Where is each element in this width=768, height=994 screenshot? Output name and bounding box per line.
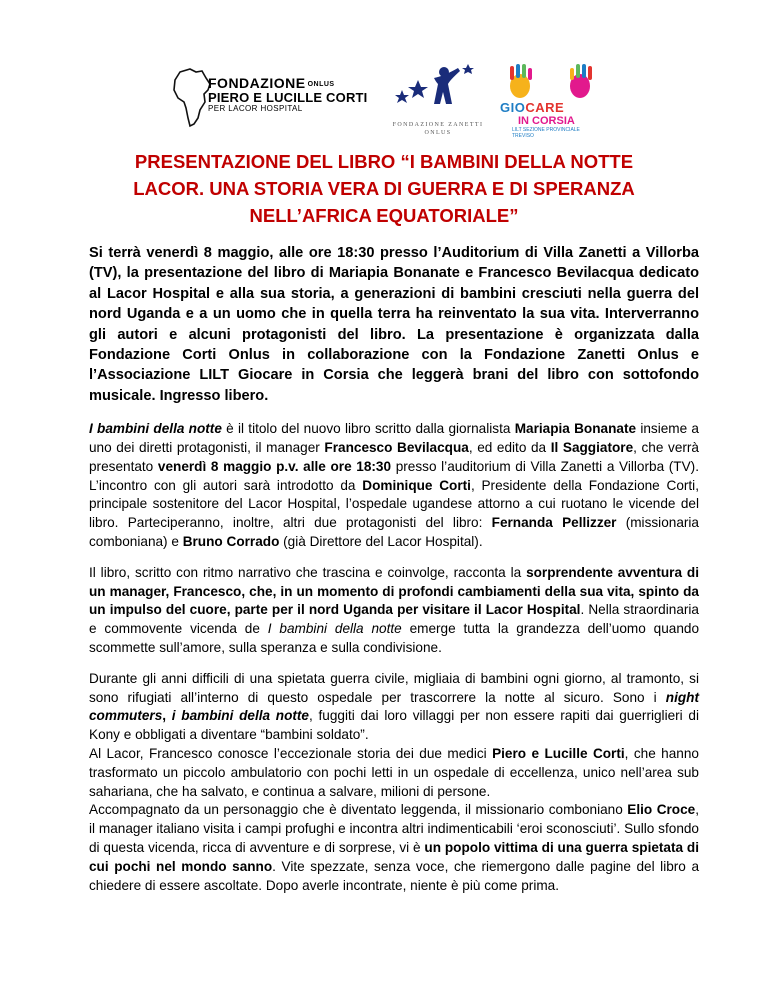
giocare-lilt: LILT SEZIONE PROVINCIALE TREVISO (512, 127, 580, 139)
text-span: . Nella straordinaria e commovente vicenda de (89, 602, 699, 637)
text-span: presso l’auditorium di Villa Zanetti a Villorba (TV). L’incontro con gli autori sarà introdotto da (89, 458, 699, 493)
person-name: Fernanda Pellizzer (491, 515, 617, 531)
text-span: , che hanno trasformato un piccolo ambulatorio con pochi letti in un ospedale di eccellenza, unico nell’area sub sahariana, che ha salvato, e continua a salvare, milioni di persone. (89, 746, 699, 799)
book-title: I bambini della notte (89, 421, 222, 437)
colored-hands-icon (500, 62, 612, 102)
lead-paragraph: Si terrà venerdì 8 maggio, alle ore 18:30 presso l’Auditorium di Villa Zanetti a Villorba (TV), la presentazione del libro di Mariapia Bonanate e Francesco Bevilacqua dedicato al Lacor Hospital e alla sua storia, a generazioni di bambini cresciuti nella guerra del nord Uganda e a un uomo che in quella terra ha reinventato la sua vita. Interverranno gli autori e alcuni protagonisti del libro. La presentazione è organizzata dalla Fondazione Corti Onlus in collaborazione con la Fondazione Zanetti Onlus e l’Associazione LILT Giocare in Corsia che leggerà brani del libro con sottofondo musicale. Ingresso libero. (89, 245, 699, 404)
text-span: (missionaria comboniana) e (89, 515, 699, 550)
corti-name-line2: PIERO E LUCILLE CORTI (208, 89, 368, 105)
text-span: Il libro, scritto con ritmo narrativo che trascina e coinvolge, racconta la (89, 564, 527, 580)
zanetti-onlus: ONLUS (424, 129, 452, 136)
title-line-3: NELL’AFRICA EQUATORIALE” (249, 205, 519, 226)
text-span: , ed edito da (468, 440, 551, 456)
event-date: venerdì 8 maggio p.v. alle ore 18:30 (157, 458, 392, 474)
highlight-text: un popolo vittima di una guerra spietata di cui pochi nel mondo sanno (89, 839, 699, 874)
giocare-word-a: GIO (500, 100, 526, 115)
giocare-in-corsia: IN CORSIA (518, 115, 575, 127)
person-name: Bruno Corrado (182, 534, 280, 550)
book-title: i bambini della notte (171, 708, 309, 724)
text-span: , il manager italiano visita i campi profughi e incontra altri indimenticabili ‘eroi sconosciuti’. Sullo sfondo di questa vicenda, ricca di avventure e di sorprese, vi è (89, 802, 700, 855)
document-body (89, 243, 699, 907)
person-name: Piero e Lucille Corti (492, 746, 625, 761)
stars-figure-icon (388, 60, 488, 120)
author-name: Mariapia Bonanate (514, 421, 637, 437)
text-span: è il titolo del nuovo libro scritto dalla giornalista (221, 421, 515, 437)
corti-name-line1: FONDAZIONE (208, 75, 306, 91)
text-span: Al Lacor, Francesco conosce l’eccezionale storia dei due medici (89, 746, 493, 761)
title-line-2: LACOR. UNA STORIA VERA DI GUERRA E DI SPERANZA (133, 178, 635, 199)
person-name: Dominique Corti (362, 477, 471, 493)
text-span: , (162, 708, 172, 724)
fondazione-zanetti-logo (388, 60, 488, 138)
document-title (80, 148, 688, 229)
publisher-name: Il Saggiatore (550, 440, 634, 456)
paragraph-2 (89, 564, 699, 658)
giocare-in-corsia-logo (500, 62, 612, 138)
text-span: , che verrà presentato (89, 440, 699, 474)
giocare-word-b: CARE (525, 100, 565, 115)
text-span: , Presidente della Fondazione Corti, principale sostenitore del Lacor Hospital, l’ospedale ugandese attorno a cui ruotano le vicende del libro. Parteciperanno, inoltre, altri due protagonisti del libro: (89, 477, 699, 531)
corti-name-line3: PER LACOR HOSPITAL (208, 104, 303, 114)
highlight-text: night commuters (89, 689, 699, 724)
text-span: insieme a uno dei diretti protagonisti, il manager (89, 421, 699, 456)
zanetti-name: FONDAZIONE ZANETTI (392, 122, 484, 128)
text-span: . Vite spezzate, senza voce, che riemergono dalle pagine del libro a chiedere di essere ascoltate. Dopo averle incontrate, niente è più come prima. (89, 858, 700, 893)
author-name: Francesco Bevilacqua (324, 440, 469, 456)
africa-map-icon (172, 66, 212, 130)
person-name: Elio Croce (627, 802, 696, 818)
text-span: emerge tutta la grandezza dell’uomo quando scommette sull’amore, sulla speranza e sulla condivisione. (89, 621, 700, 656)
paragraph-1 (89, 420, 699, 552)
paragraph-3 (89, 670, 699, 896)
text-span: , fuggiti dai loro villaggi per non essere rapiti dai guerriglieri di Kony e obbligati a diventare “bambini soldato”. (89, 708, 699, 743)
book-title: I bambini della notte (267, 621, 402, 637)
text-span: Accompagnato da un personaggio che è diventato leggenda, il missionario comboniano (89, 802, 628, 818)
highlight-text: sorprendente avventura di un manager, Francesco, che, in un momento di profondi cambiamenti della sua vita, spinto da un impulso del cuore, parte per il nord Uganda per visitare il Lacor Hospital (89, 564, 699, 618)
title-line-1: PRESENTAZIONE DEL LIBRO “I BAMBINI DELLA NOTTE (134, 151, 634, 172)
fondazione-corti-logo (172, 66, 372, 132)
corti-onlus: ONLUS (307, 80, 335, 88)
text-span: (già Direttore del Lacor Hospital). (279, 534, 483, 550)
logo-bar (0, 60, 768, 140)
text-span: Durante gli anni difficili di una spietata guerra civile, migliaia di bambini ogni giorno, al tramonto, si sono rifugiati all’interno di questo ospedale per trascorrere la notte al sicuro. Sono i (89, 670, 699, 705)
